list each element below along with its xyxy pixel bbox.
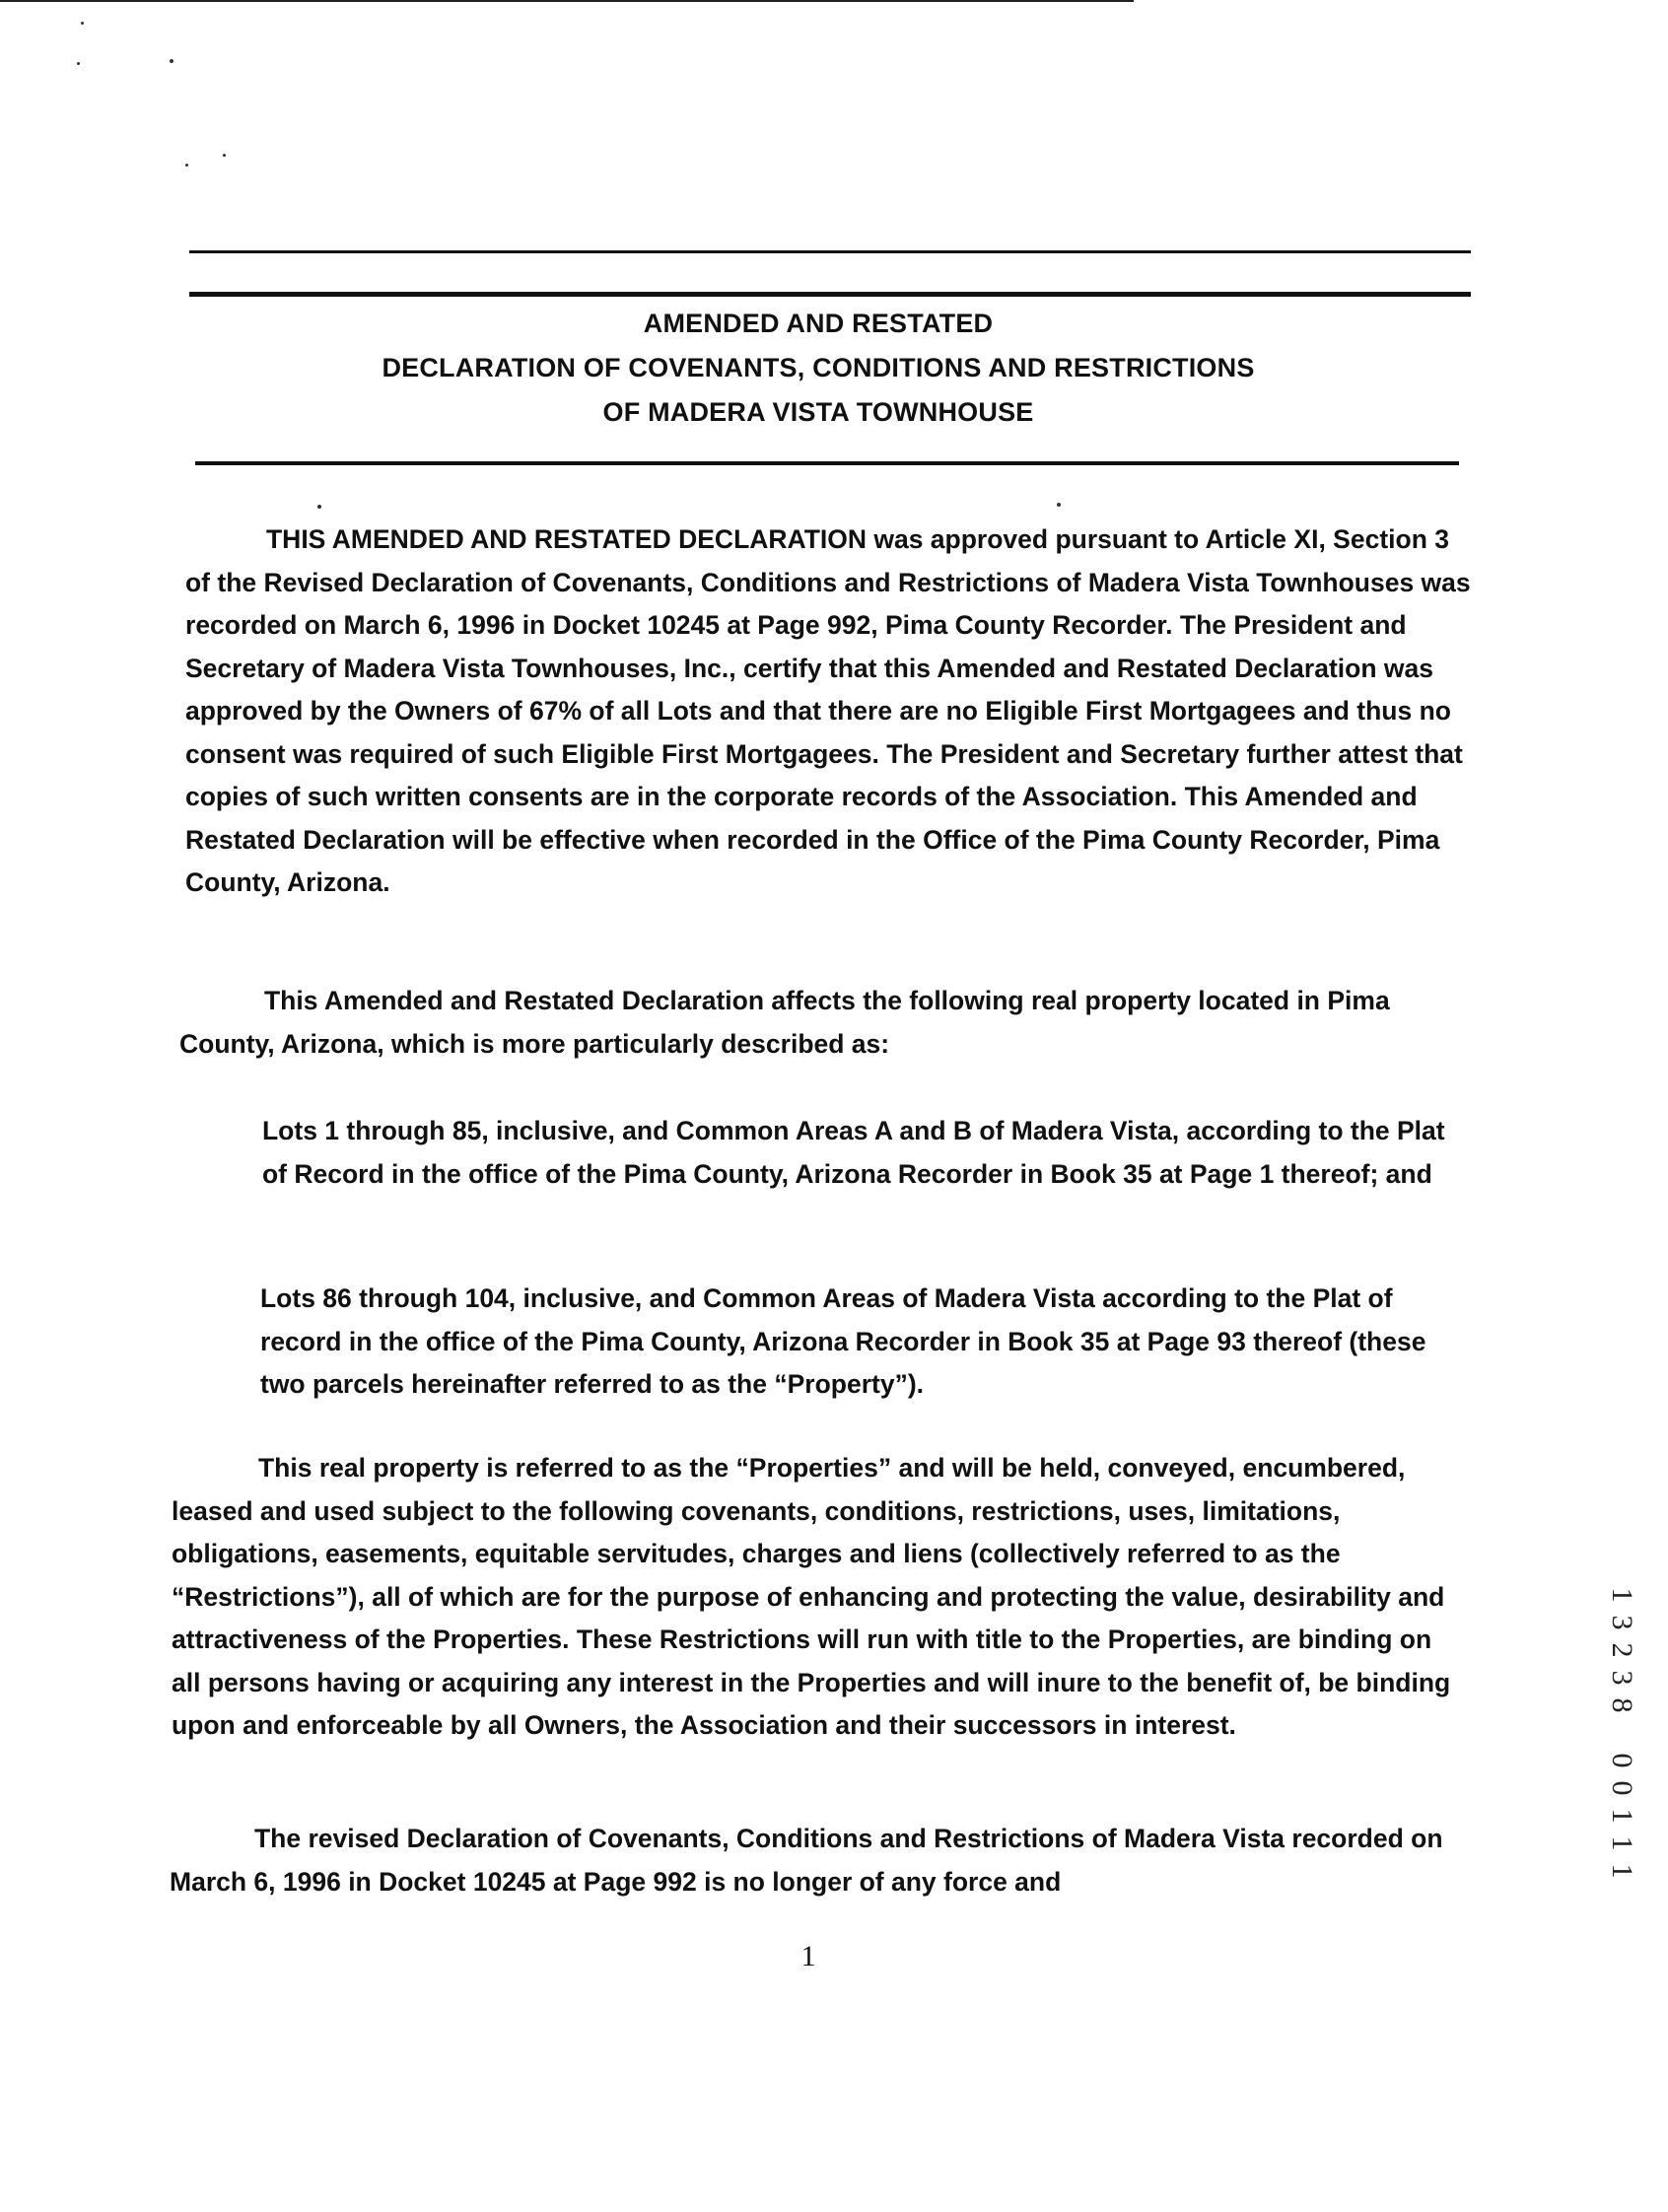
title-line-2: DECLARATION OF COVENANTS, CONDITIONS AND RESTRICTIONS [382,353,1255,382]
scan-speck [1057,503,1061,507]
scan-speck [81,22,84,25]
legal-description-lots-1-85 [262,1110,1465,1196]
paragraph-revised-declaration-text: The revised Declaration of Covenants, Conditions and Restrictions of Madera Vista recorded on March 6, 1996 in Docket 10245 at Page 992 is no longer of any force and [170,1824,1443,1897]
title-rule-bottom [195,461,1459,465]
paragraph-restrictions [172,1447,1457,1748]
stamp-char: 0 [1606,1753,1638,1768]
scan-speck [317,505,321,509]
scan-top-edge [0,0,1134,2]
header-rule-second [189,292,1471,297]
stamp-char: 1 [1606,1835,1638,1851]
title-line-1: AMENDED AND RESTATED [643,309,994,338]
stamp-char: 8 [1606,1697,1638,1713]
paragraph-approval-text: THIS AMENDED AND RESTATED DECLARATION was approved pursuant to Article XI, Section 3 of the Revised Declaration of Covenants, Conditions and Restrictions of Madera Vista Townhouses was recorded on March 6, 1996 in Docket 10245 at Page 992, Pima County Recorder. The President and Secretary of Madera Vista Townhouses, Inc., certify that this Amended and Restated Declaration was approved by the Owners of 67% of all Lots and that there are no Eligible First Mortgagees and thus no consent was required of such Eligible First Mortgagees. The President and Secretary further attest that copies of such written consents are in the corporate records of the Association. This Amended and Restated Declaration will be effective when recorded in the Office of the Pima County Recorder, Pima County, Arizona. [185,524,1471,897]
legal-description-lots-86-104 [260,1278,1467,1407]
scan-speck [223,154,226,157]
stamp-char: 1 [1606,1863,1638,1879]
paragraph-property-intro [179,980,1461,1066]
stamp-char: 3 [1606,1670,1638,1686]
paragraph-property-intro-text: This Amended and Restated Declaration affects the following real property located in Pima County, Arizona, which is more particularly described as: [179,986,1390,1059]
legal-description-lots-1-85-text: Lots 1 through 85, inclusive, and Common Areas A and B of Madera Vista, according to the Plat of Record in the office of the Pima County, Arizona Recorder in Book 35 at Page 1 thereof; and [262,1116,1445,1189]
document-title [177,302,1459,435]
title-line-3: OF MADERA VISTA TOWNHOUSE [602,397,1034,427]
header-rule-top [189,250,1471,253]
stamp-char: 1 [1606,1808,1638,1824]
stamp-char: 3 [1606,1615,1638,1630]
legal-description-lots-86-104-text: Lots 86 through 104, inclusive, and Common Areas of Madera Vista according to the Plat of record in the office of the Pima County, Arizona Recorder in Book 35 at Page 93 thereof (these two parcels hereinafter referred to as the “Property”). [260,1283,1426,1399]
recording-stamp [1605,1581,1644,1885]
page-number: 1 [800,1940,816,1972]
scan-speck [77,62,80,65]
paragraph-revised-declaration [170,1818,1455,1903]
scan-speck [170,59,174,63]
stamp-char: 2 [1606,1642,1638,1658]
stamp-char: 0 [1606,1780,1638,1796]
scan-speck [185,164,188,167]
stamp-char: 1 [1606,1587,1638,1603]
paragraph-approval [185,518,1475,905]
paragraph-restrictions-text: This real property is referred to as the “Properties” and will be held, conveyed, encumbered, leased and used subject to the following covenants, conditions, restrictions, uses, limitations, obligations, easements, equitable servitudes, charges and liens (collectively referred to as the “Restrictions”), all of which are for the purpose of enhancing and protecting the value, desirability and attractiveness of the Properties. These Restrictions will run with title to the Properties, are binding on all persons having or acquiring any interest in the Properties and will inure to the benefit of, be binding upon and enforceable by all Owners, the Association and their successors in interest. [172,1453,1451,1740]
